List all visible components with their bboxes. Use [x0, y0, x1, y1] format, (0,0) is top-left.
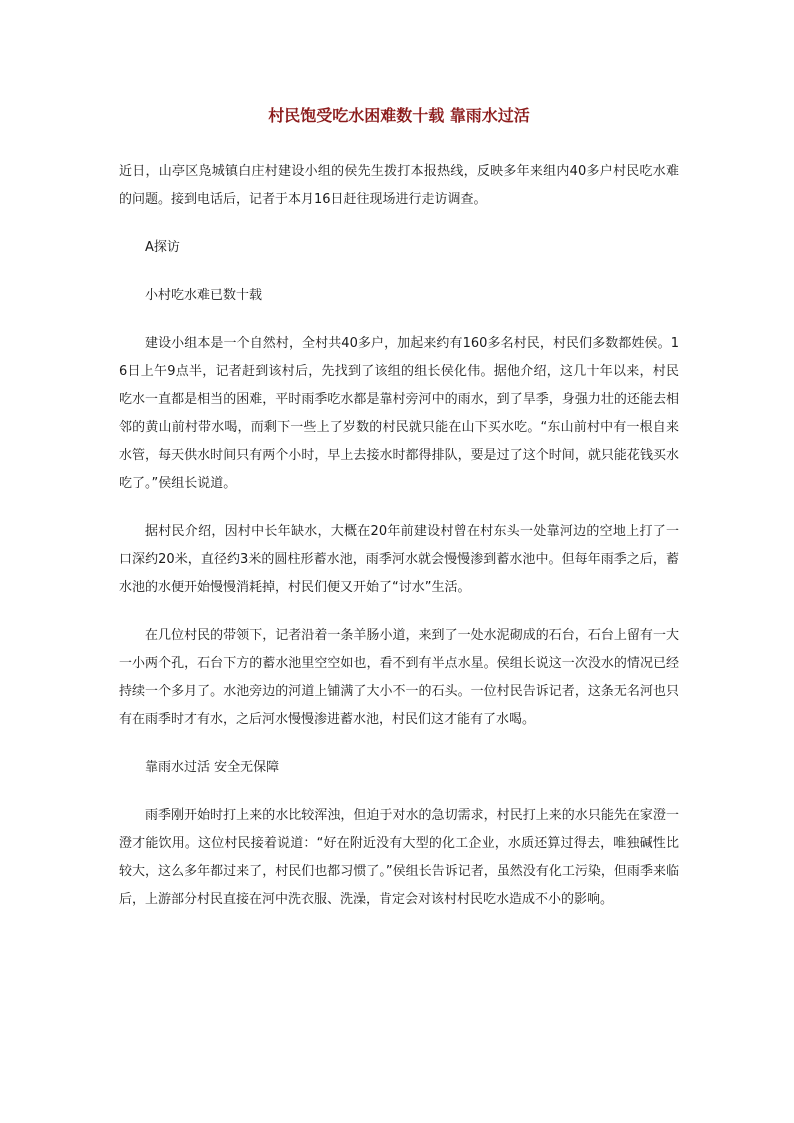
subheading-water-shortage: 小村吃水难已数十载 [145, 288, 263, 303]
body-paragraph: 在几位村民的带领下，记者沿着一条羊肠小道，来到了一处水泥砌成的石台，石台上留有一大一小两个孔，石台下方的蓄水池里空空如也，看不到有半点水星。侯组长说这一次没水的情况已经持续一个多月了。水池旁边的河道上铺满了大小不一的石头。一位村民告诉记者，这条无名河也只有在雨季时才有水，之后河水慢慢渗进蓄水池，村民们这才能有了水喝。 [119, 628, 679, 727]
subheading-rainwater: 靠雨水过活 安全无保障 [145, 760, 280, 775]
document-page [119, 104, 679, 934]
intro-paragraph: 近日，山亭区凫城镇白庄村建设小组的侯先生拨打本报热线，反映多年来组内40多户村民吃水难的问题。接到电话后，记者于本月16日赶往现场进行走访调查。 [119, 164, 679, 207]
body-paragraph: 据村民介绍，因村中长年缺水，大概在20年前建设村曾在村东头一处靠河边的空地上打了一口深约20米，直径约3米的圆柱形蓄水池，雨季河水就会慢慢渗到蓄水池中。但每年雨季之后，蓄水池的水便开始慢慢消耗掉，村民们便又开始了“讨水”生活。 [119, 524, 679, 595]
section-label-a: A探访 [145, 240, 180, 255]
document-title: 村民饱受吃水困难数十载 靠雨水过活 [268, 106, 530, 125]
body-paragraph: 建设小组本是一个自然村，全村共40多户，加起来约有160多名村民，村民们多数都姓侯。16日上午9点半，记者赶到该村后，先找到了该组的组长侯化伟。据他介绍，这几十年以来，村民吃水一直都是相当的困难，平时雨季吃水都是靠村旁河中的雨水，到了旱季，身强力壮的还能去相邻的黄山前村带水喝，而剩下一些上了岁数的村民就只能在山下买水吃。“东山前村中有一根自来水管，每天供水时间只有两个小时，早上去接水时都得排队，要是过了这个时间，就只能花钱买水吃了。”侯组长说道。 [119, 336, 679, 491]
body-paragraph: 雨季刚开始时打上来的水比较浑浊，但迫于对水的急切需求，村民打上来的水只能先在家澄一澄才能饮用。这位村民接着说道：“好在附近没有大型的化工企业，水质还算过得去，唯独碱性比较大，这么多年都过来了，村民们也都习惯了。”侯组长告诉记者，虽然没有化工污染，但雨季来临后，上游部分村民直接在河中洗衣服、洗澡，肯定会对该村村民吃水造成不小的影响。 [119, 808, 679, 907]
